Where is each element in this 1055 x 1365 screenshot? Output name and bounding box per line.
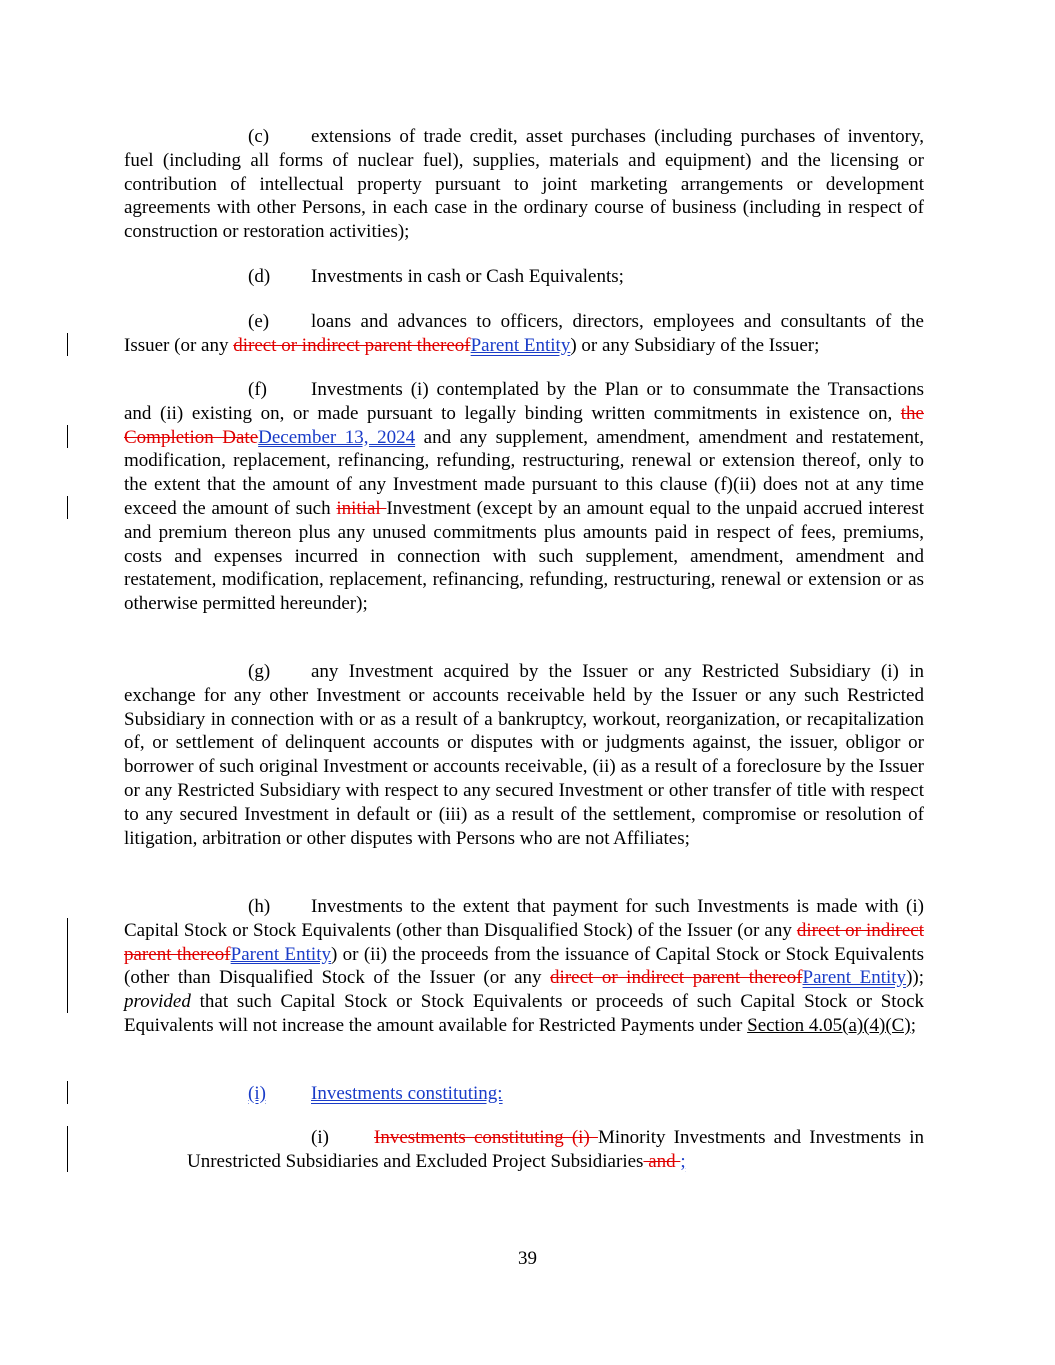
deleted-text: Investments constituting (i)	[374, 1127, 598, 1148]
paragraph-text: ));	[906, 967, 924, 989]
deleted-text: the Completion Date	[124, 402, 924, 448]
paragraph-text: any Investment acquired by the Issuer or any Restricted Subsidiary (i) in exchange for any other Investment or accounts receivable held by the Issuer or any such Restricted Subsidiary in connection with or as a result of a bankruptcy, workout, reorganization, or recapitalization of, or settlement of delinquent accounts or disputes with or judgments against, the issuer, obligor or borrower of such original Investment or accounts receivable, (ii) as a result of a foreclosure by the Issuer or any Restricted Subsidiary with respect to any secured Investment or other transfer of title with respect to any secured Investment in default or (iii) as a result of the settlement, compromise or resolution of litigation, arbitration or other disputes with Persons who are not Affiliates;	[124, 661, 924, 849]
paragraph-i	[124, 1082, 924, 1106]
italic-text: provided	[124, 991, 191, 1013]
change-bar	[67, 496, 68, 519]
paragraph-text: Investment (except by an amount equal to the unpaid accrued interest and premium thereon plus any unused commitments plus amounts paid in respect of fees, premiums, costs and expenses incurred in connection with such supplement, amendment, amendment and restatement, modification, replacement, refinancing, refunding, restructuring, renewal or extension or as otherwise permitted hereunder);	[124, 497, 924, 615]
inserted-text: Investments constituting:	[311, 1083, 503, 1104]
paragraph-text: ;	[910, 1014, 916, 1036]
change-bar	[67, 918, 68, 1013]
change-bar	[67, 1081, 68, 1104]
paragraph-text: and any supplement, amendment, amendment and restatement, modification, replacement, refinancing, refunding, restructuring, renewal or extension thereof, only to the extent that the amount of any Investment made pursuant to this clause (f)(ii) does not at any time exceed the amount of such	[124, 426, 924, 519]
clause-number: (h)	[248, 896, 271, 917]
clause-number: (f)	[248, 379, 267, 400]
deleted-text: direct or indirect parent thereof	[233, 334, 471, 356]
paragraph-text: ) or (ii) the proceeds from the issuance of Capital Stock or Stock Equivalents (other than Disqualified Stock of the Issuer (or any	[124, 943, 925, 989]
paragraph-text: loans and advances to officers, directors, employees and consultants of the Issuer (or any	[124, 311, 924, 356]
deleted-text: initial	[336, 497, 387, 519]
section-reference: Section 4.05(a)(4)(C)	[747, 1014, 911, 1036]
paragraph-d	[124, 265, 924, 289]
deleted-text: and	[643, 1150, 681, 1172]
paragraph-text: Investments to the extent that payment for such Investments is made with (i) Capital Stock or Stock Equivalents (other than Disqualified Stock) of the Issuer (or any	[124, 896, 924, 941]
clause-number: (e)	[248, 311, 270, 332]
clause-number: (g)	[248, 661, 271, 682]
paragraph-text: Investments in cash or Cash Equivalents;	[311, 266, 624, 287]
paragraph-h	[124, 895, 924, 1038]
paragraph-text: ) or any Subsidiary of the Issuer;	[570, 334, 820, 356]
clause-number: (d)	[248, 266, 271, 287]
deleted-text: direct or indirect parent thereof	[550, 967, 803, 989]
paragraph-text: Minority Investments and Investments in Unrestricted Subsidiaries and Excluded Project Subsidiaries	[187, 1127, 924, 1172]
paragraph-f	[124, 378, 924, 616]
inserted-text: Parent Entity	[470, 334, 571, 356]
clause-number: (i)	[248, 1083, 266, 1104]
paragraph-e	[124, 310, 924, 358]
paragraph-text: that such Capital Stock or Stock Equivalents or proceeds of such Capital Stock or Stock Equivalents will not increase the amount available for Restricted Payments under	[124, 991, 924, 1036]
page-number: 39	[518, 1248, 537, 1269]
inserted-text: Parent Entity	[230, 943, 331, 965]
inserted-text: Parent Entity	[802, 967, 907, 989]
clause-number: (i)	[311, 1127, 329, 1148]
clause-number: (c)	[248, 126, 270, 147]
subparagraph-i-i	[187, 1126, 924, 1174]
paragraph-c	[124, 125, 924, 244]
paragraph-g	[124, 660, 924, 850]
change-bar	[67, 1126, 68, 1172]
inserted-text: ;	[680, 1150, 686, 1172]
change-bar	[67, 425, 68, 448]
deleted-text: direct or indirect parent thereof	[124, 919, 925, 965]
paragraph-text: extensions of trade credit, asset purchases (including purchases of inventory, fuel (including all forms of nuclear fuel), supplies, materials and equipment) and the licensing or contribution of intellectual property pursuant to joint marketing arrangements or development agreements with other Persons, in each case in the ordinary course of business (including in respect of construction or restoration activities);	[124, 126, 924, 243]
change-bar	[67, 333, 68, 356]
inserted-text: December 13, 2024	[258, 426, 416, 448]
paragraph-text: Investments (i) contemplated by the Plan or to consummate the Transactions and (ii) existing on, or made pursuant to legally binding written commitments in existence on,	[124, 379, 924, 424]
